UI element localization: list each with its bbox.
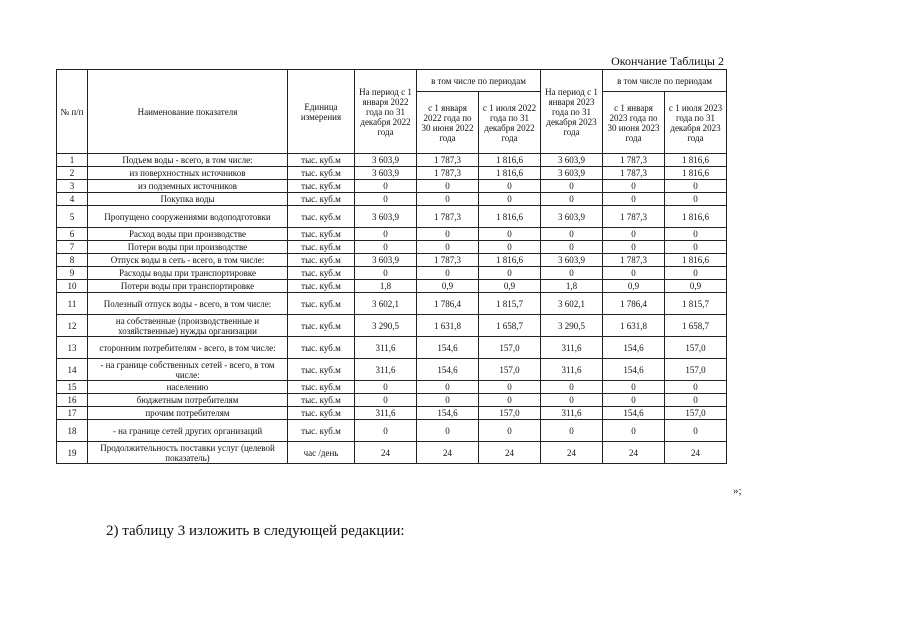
table-row xyxy=(57,180,727,193)
row-value: 0 xyxy=(479,228,541,241)
row-value: 311,6 xyxy=(541,407,603,420)
row-unit: тыс. куб.м xyxy=(288,420,355,442)
row-value: 0 xyxy=(665,394,727,407)
row-value: 3 603,9 xyxy=(355,206,417,228)
row-name: из подземных источников xyxy=(88,180,288,193)
row-value: 0 xyxy=(665,180,727,193)
row-name: из поверхностных источников xyxy=(88,167,288,180)
row-value: 154,6 xyxy=(417,407,479,420)
row-value: 1,8 xyxy=(541,280,603,293)
row-name: на собственные (производственные и хозяйственные) нужды организации xyxy=(88,315,288,337)
row-value: 0 xyxy=(665,381,727,394)
row-value: 0 xyxy=(479,180,541,193)
row-value: 1 816,6 xyxy=(665,154,727,167)
row-value: 0 xyxy=(355,228,417,241)
row-unit: тыс. куб.м xyxy=(288,267,355,280)
row-value: 0 xyxy=(665,267,727,280)
table-row xyxy=(57,407,727,420)
row-value: 0 xyxy=(417,381,479,394)
row-number: 6 xyxy=(57,228,88,241)
row-value: 1 658,7 xyxy=(479,315,541,337)
row-value: 3 603,9 xyxy=(355,167,417,180)
table-row xyxy=(57,315,727,337)
table-row xyxy=(57,337,727,359)
row-value: 1 816,6 xyxy=(665,167,727,180)
table-row xyxy=(57,254,727,267)
row-value: 0 xyxy=(665,193,727,206)
row-value: 1 787,3 xyxy=(603,154,665,167)
row-number: 12 xyxy=(57,315,88,337)
row-value: 1 631,8 xyxy=(603,315,665,337)
row-name: Покупка воды xyxy=(88,193,288,206)
row-unit: час /день xyxy=(288,442,355,464)
row-value: 154,6 xyxy=(417,337,479,359)
row-value: 0 xyxy=(603,241,665,254)
table-row xyxy=(57,241,727,254)
table-row xyxy=(57,280,727,293)
row-value: 0,9 xyxy=(665,280,727,293)
table-row xyxy=(57,420,727,442)
row-unit: тыс. куб.м xyxy=(288,193,355,206)
row-name: Потери воды при транспортировке xyxy=(88,280,288,293)
row-value: 1 816,6 xyxy=(665,206,727,228)
row-number: 15 xyxy=(57,381,88,394)
header-incl-2022: в том числе по периодам xyxy=(417,70,541,92)
row-value: 311,6 xyxy=(355,407,417,420)
row-value: 0 xyxy=(603,267,665,280)
row-value: 0 xyxy=(479,267,541,280)
header-h2-2023: с 1 июля 2023 года по 31 декабря 2023 года xyxy=(665,92,727,154)
row-value: 1 631,8 xyxy=(417,315,479,337)
row-value: 0 xyxy=(541,420,603,442)
row-number: 18 xyxy=(57,420,88,442)
row-name: Полезный отпуск воды - всего, в том числе: xyxy=(88,293,288,315)
row-value: 0 xyxy=(541,241,603,254)
row-number: 13 xyxy=(57,337,88,359)
row-value: 0 xyxy=(417,267,479,280)
row-unit: тыс. куб.м xyxy=(288,407,355,420)
row-value: 3 603,9 xyxy=(541,154,603,167)
header-h1-2022: с 1 января 2022 года по 30 июня 2022 года xyxy=(417,92,479,154)
row-value: 0 xyxy=(355,394,417,407)
row-number: 2 xyxy=(57,167,88,180)
row-value: 0 xyxy=(355,267,417,280)
row-value: 24 xyxy=(665,442,727,464)
row-number: 1 xyxy=(57,154,88,167)
row-unit: тыс. куб.м xyxy=(288,381,355,394)
subheading: 2) таблицу 3 изложить в следующей редакции: xyxy=(106,523,405,539)
row-value: 1 787,3 xyxy=(417,167,479,180)
row-number: 7 xyxy=(57,241,88,254)
header-period-2023: На период с 1 января 2023 года по 31 декабря 2023 года xyxy=(541,70,603,154)
table-row xyxy=(57,442,727,464)
row-value: 1 787,3 xyxy=(603,254,665,267)
row-value: 3 603,9 xyxy=(355,154,417,167)
row-value: 0 xyxy=(665,228,727,241)
row-unit: тыс. куб.м xyxy=(288,167,355,180)
table-row xyxy=(57,167,727,180)
row-value: 0,9 xyxy=(479,280,541,293)
data-table xyxy=(56,69,727,464)
row-value: 157,0 xyxy=(665,407,727,420)
row-value: 0 xyxy=(355,180,417,193)
table-row xyxy=(57,206,727,228)
header-period-2022: На период с 1 января 2022 года по 31 декабря 2022 года xyxy=(355,70,417,154)
row-value: 157,0 xyxy=(479,359,541,381)
row-value: 154,6 xyxy=(417,359,479,381)
row-value: 3 290,5 xyxy=(541,315,603,337)
row-value: 0 xyxy=(541,228,603,241)
row-unit: тыс. куб.м xyxy=(288,280,355,293)
table-row xyxy=(57,193,727,206)
row-name: сторонним потребителям - всего, в том числе: xyxy=(88,337,288,359)
row-value: 0 xyxy=(541,193,603,206)
row-number: 19 xyxy=(57,442,88,464)
row-value: 0 xyxy=(603,420,665,442)
row-unit: тыс. куб.м xyxy=(288,293,355,315)
row-value: 1 787,3 xyxy=(417,206,479,228)
row-value: 0,9 xyxy=(417,280,479,293)
row-value: 1 816,6 xyxy=(479,206,541,228)
row-value: 157,0 xyxy=(665,359,727,381)
row-unit: тыс. куб.м xyxy=(288,180,355,193)
row-value: 0 xyxy=(603,193,665,206)
table-body xyxy=(57,154,727,464)
table-row xyxy=(57,381,727,394)
row-unit: тыс. куб.м xyxy=(288,228,355,241)
row-value: 0 xyxy=(417,228,479,241)
row-value: 0 xyxy=(541,180,603,193)
row-value: 0 xyxy=(417,180,479,193)
row-name: Подъем воды - всего, в том числе: xyxy=(88,154,288,167)
row-value: 1,8 xyxy=(355,280,417,293)
row-value: 3 602,1 xyxy=(355,293,417,315)
row-number: 11 xyxy=(57,293,88,315)
row-name: - на границе собственных сетей - всего, в том числе: xyxy=(88,359,288,381)
row-value: 24 xyxy=(603,442,665,464)
row-value: 157,0 xyxy=(665,337,727,359)
row-value: 0 xyxy=(355,420,417,442)
row-name: Отпуск воды в сеть - всего, в том числе: xyxy=(88,254,288,267)
row-number: 5 xyxy=(57,206,88,228)
row-value: 0 xyxy=(417,420,479,442)
header-h2-2022: с 1 июля 2022 года по 31 декабря 2022 года xyxy=(479,92,541,154)
row-value: 1 786,4 xyxy=(603,293,665,315)
row-number: 14 xyxy=(57,359,88,381)
row-value: 0 xyxy=(479,241,541,254)
row-value: 1 786,4 xyxy=(417,293,479,315)
row-value: 0 xyxy=(417,241,479,254)
row-value: 1 787,3 xyxy=(417,254,479,267)
row-value: 157,0 xyxy=(479,407,541,420)
row-value: 3 603,9 xyxy=(541,167,603,180)
row-value: 154,6 xyxy=(603,337,665,359)
row-value: 0 xyxy=(665,420,727,442)
row-value: 3 603,9 xyxy=(355,254,417,267)
row-value: 311,6 xyxy=(355,337,417,359)
row-value: 1 816,6 xyxy=(479,167,541,180)
row-unit: тыс. куб.м xyxy=(288,254,355,267)
row-value: 0 xyxy=(479,193,541,206)
row-unit: тыс. куб.м xyxy=(288,206,355,228)
row-value: 1 816,6 xyxy=(479,254,541,267)
row-value: 0 xyxy=(541,381,603,394)
row-name: Потери воды при производстве xyxy=(88,241,288,254)
row-value: 0 xyxy=(355,381,417,394)
header-incl-2023: в том числе по периодам xyxy=(603,70,727,92)
row-number: 16 xyxy=(57,394,88,407)
header-num: № п/п xyxy=(57,70,88,154)
row-value: 0 xyxy=(541,267,603,280)
row-unit: тыс. куб.м xyxy=(288,154,355,167)
row-value: 3 603,9 xyxy=(541,254,603,267)
row-unit: тыс. куб.м xyxy=(288,337,355,359)
row-name: - на границе сетей других организаций xyxy=(88,420,288,442)
row-name: Продолжительность поставки услуг (целевой показатель) xyxy=(88,442,288,464)
row-value: 157,0 xyxy=(479,337,541,359)
row-name: Пропущено сооружениями водоподготовки xyxy=(88,206,288,228)
row-value: 24 xyxy=(479,442,541,464)
row-number: 4 xyxy=(57,193,88,206)
table-row xyxy=(57,359,727,381)
row-value: 1 816,6 xyxy=(479,154,541,167)
table-row xyxy=(57,394,727,407)
row-value: 0 xyxy=(541,394,603,407)
row-value: 0 xyxy=(417,193,479,206)
row-value: 311,6 xyxy=(541,359,603,381)
row-value: 24 xyxy=(417,442,479,464)
row-value: 24 xyxy=(541,442,603,464)
row-name: бюджетным потребителям xyxy=(88,394,288,407)
row-number: 9 xyxy=(57,267,88,280)
row-value: 1 815,7 xyxy=(665,293,727,315)
row-number: 10 xyxy=(57,280,88,293)
row-unit: тыс. куб.м xyxy=(288,359,355,381)
row-number: 17 xyxy=(57,407,88,420)
table-row xyxy=(57,228,727,241)
header-name: Наименование показателя xyxy=(88,70,288,154)
row-unit: тыс. куб.м xyxy=(288,315,355,337)
row-value: 1 815,7 xyxy=(479,293,541,315)
header-h1-2023: с 1 января 2023 года по 30 июня 2023 года xyxy=(603,92,665,154)
row-value: 0 xyxy=(665,241,727,254)
row-unit: тыс. куб.м xyxy=(288,394,355,407)
row-value: 3 603,9 xyxy=(541,206,603,228)
row-value: 0,9 xyxy=(603,280,665,293)
row-value: 0 xyxy=(603,381,665,394)
row-name: прочим потребителям xyxy=(88,407,288,420)
row-value: 311,6 xyxy=(355,359,417,381)
row-number: 8 xyxy=(57,254,88,267)
table-row xyxy=(57,267,727,280)
row-value: 0 xyxy=(479,420,541,442)
table-caption: Окончание Таблицы 2 xyxy=(611,54,724,68)
row-value: 1 658,7 xyxy=(665,315,727,337)
table-row xyxy=(57,154,727,167)
row-value: 3 602,1 xyxy=(541,293,603,315)
row-value: 1 787,3 xyxy=(603,206,665,228)
row-value: 154,6 xyxy=(603,359,665,381)
closing-quote: »; xyxy=(733,485,742,497)
row-value: 0 xyxy=(603,394,665,407)
row-value: 24 xyxy=(355,442,417,464)
row-value: 1 787,3 xyxy=(603,167,665,180)
row-value: 0 xyxy=(355,193,417,206)
row-name: Расходы воды при транспортировке xyxy=(88,267,288,280)
row-value: 0 xyxy=(355,241,417,254)
row-value: 0 xyxy=(417,394,479,407)
row-value: 1 816,6 xyxy=(665,254,727,267)
row-number: 3 xyxy=(57,180,88,193)
row-value: 1 787,3 xyxy=(417,154,479,167)
row-name: Расход воды при производстве xyxy=(88,228,288,241)
row-value: 311,6 xyxy=(541,337,603,359)
row-value: 154,6 xyxy=(603,407,665,420)
row-value: 0 xyxy=(479,381,541,394)
row-name: населению xyxy=(88,381,288,394)
row-value: 0 xyxy=(603,180,665,193)
header-unit: Единица измерения xyxy=(288,70,355,154)
row-value: 3 290,5 xyxy=(355,315,417,337)
row-value: 0 xyxy=(479,394,541,407)
row-value: 0 xyxy=(603,228,665,241)
table-row xyxy=(57,293,727,315)
row-unit: тыс. куб.м xyxy=(288,241,355,254)
